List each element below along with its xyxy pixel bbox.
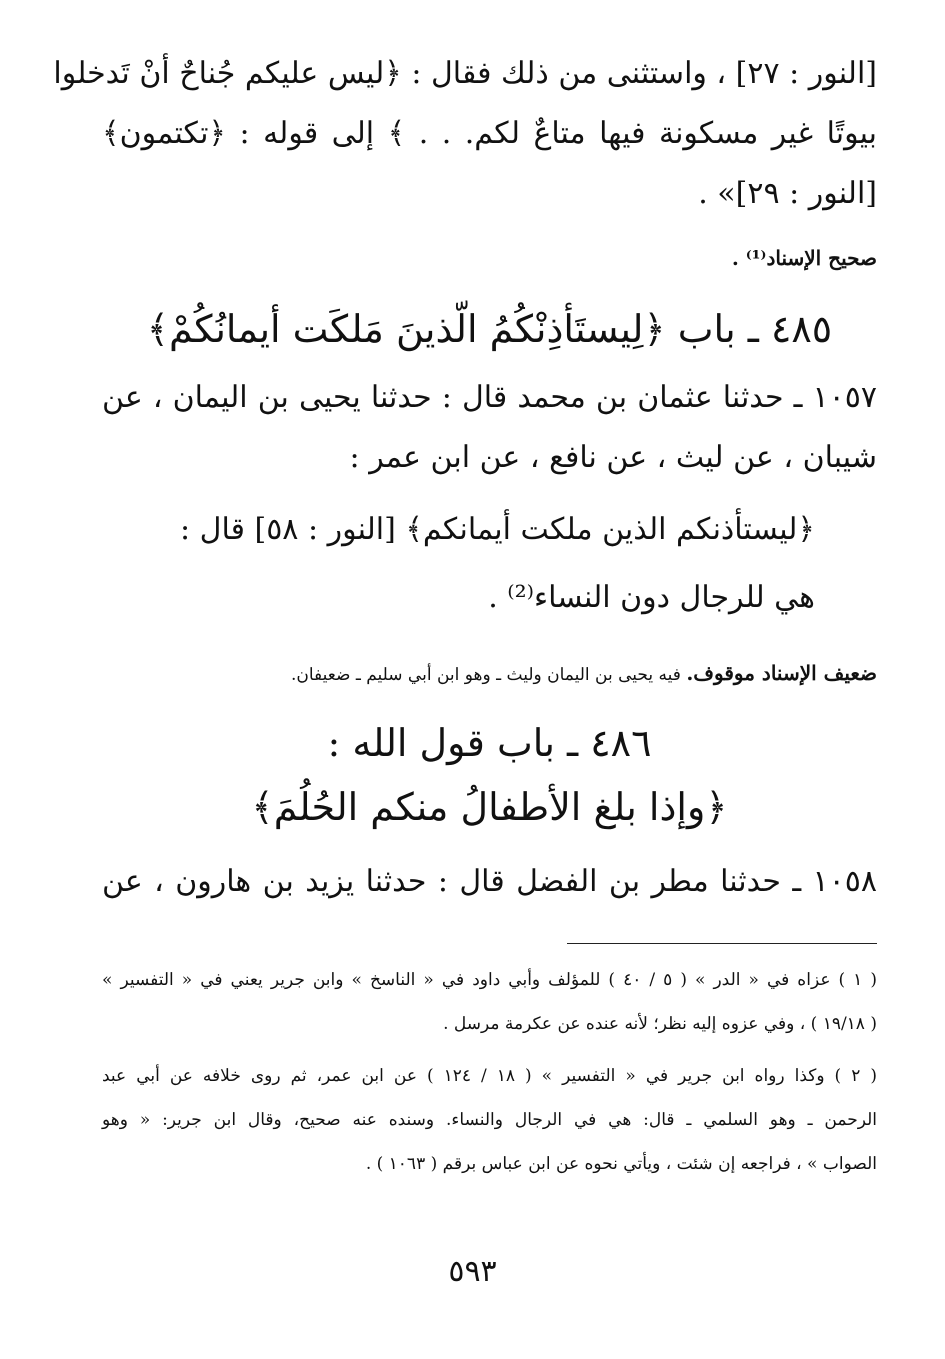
hadith-line: ١٠٥٨ ـ حدثنا مطر بن الفضل قال : حدثنا يزيد بن هارون ، عن [102, 864, 877, 899]
footnote-line: ( ١٩/١٨ ) ، وفي عزوه إليه نظر؛ لأنه عنده عن عكرمة مرسل . [443, 1014, 877, 1034]
grade-note: فيه يحيى بن اليمان وليث ـ وهو ابن أبي سليم ـ ضعيفان. [290, 665, 687, 685]
hadith-line: ﴿ليستأذنكم الذين ملكت أيمانكم﴾ [النور : ٥٨] قال : [180, 512, 815, 547]
grade-text: صحيح الإسناد⁽¹⁾ . [731, 246, 877, 270]
footnote-divider [567, 943, 877, 944]
chapter-heading-485: ٤٨٥ ـ باب ﴿لِيستَأذِنْكُمُ الّذينَ مَلكَت أيمانُكُمْ﴾ [146, 307, 833, 351]
chapter-heading-486-verse: ﴿وإذا بلغ الأطفالُ منكم الحُلُمَ﴾ [251, 785, 728, 829]
footnote-line: ( ١ ) عزاه في « الدر » ( ٥ / ٤٠ ) للمؤلف وأبي داود في « الناسخ » وابن جرير يعني في « التفسير » [102, 970, 877, 990]
page-number: ٥٩٣ [448, 1254, 497, 1289]
hadith-line: شيبان ، عن ليث ، عن نافع ، عن ابن عمر : [349, 440, 877, 475]
body-line: [النور : ٢٧] ، واستثنى من ذلك فقال : ﴿ليس عليكم جُناحٌ أنْ تَدخلوا [53, 56, 877, 91]
body-line: بيوتًا غير مسكونة فيها متاعٌ لكم. . . ﴾ إلى قوله : ﴿تكتمون﴾ [102, 116, 877, 151]
footnote-line: ( ٢ ) وكذا رواه ابن جرير في « التفسير » ( ١٨ / ١٢٤ ) عن ابن عمر، ثم روى خلافه عن أبي عبد [102, 1066, 877, 1086]
footnote-line: الرحمن ـ وهو السلمي ـ قال: هي في الرجال والنساء. وسنده عنه صحيح، وقال ابن جرير: « وهو [102, 1110, 877, 1130]
hadith-grade [102, 658, 877, 690]
chapter-heading-486: ٤٨٦ ـ باب قول الله : [327, 721, 652, 765]
hadith-line: ١٠٥٧ ـ حدثنا عثمان بن محمد قال : حدثنا يحيى بن اليمان ، عن [102, 380, 877, 415]
hadith-line: هي للرجال دون النساء⁽²⁾ . [488, 580, 815, 615]
body-line: [النور : ٢٩]» . [698, 176, 877, 211]
grade-label: ضعيف الإسناد موقوف. [686, 661, 877, 685]
hadith-grade [102, 243, 877, 273]
footnote-line: الصواب » ، فراجعه إن شئت ، ويأتي نحوه عن ابن عباس برقم ( ١٠٦٣ ) . [365, 1154, 877, 1174]
